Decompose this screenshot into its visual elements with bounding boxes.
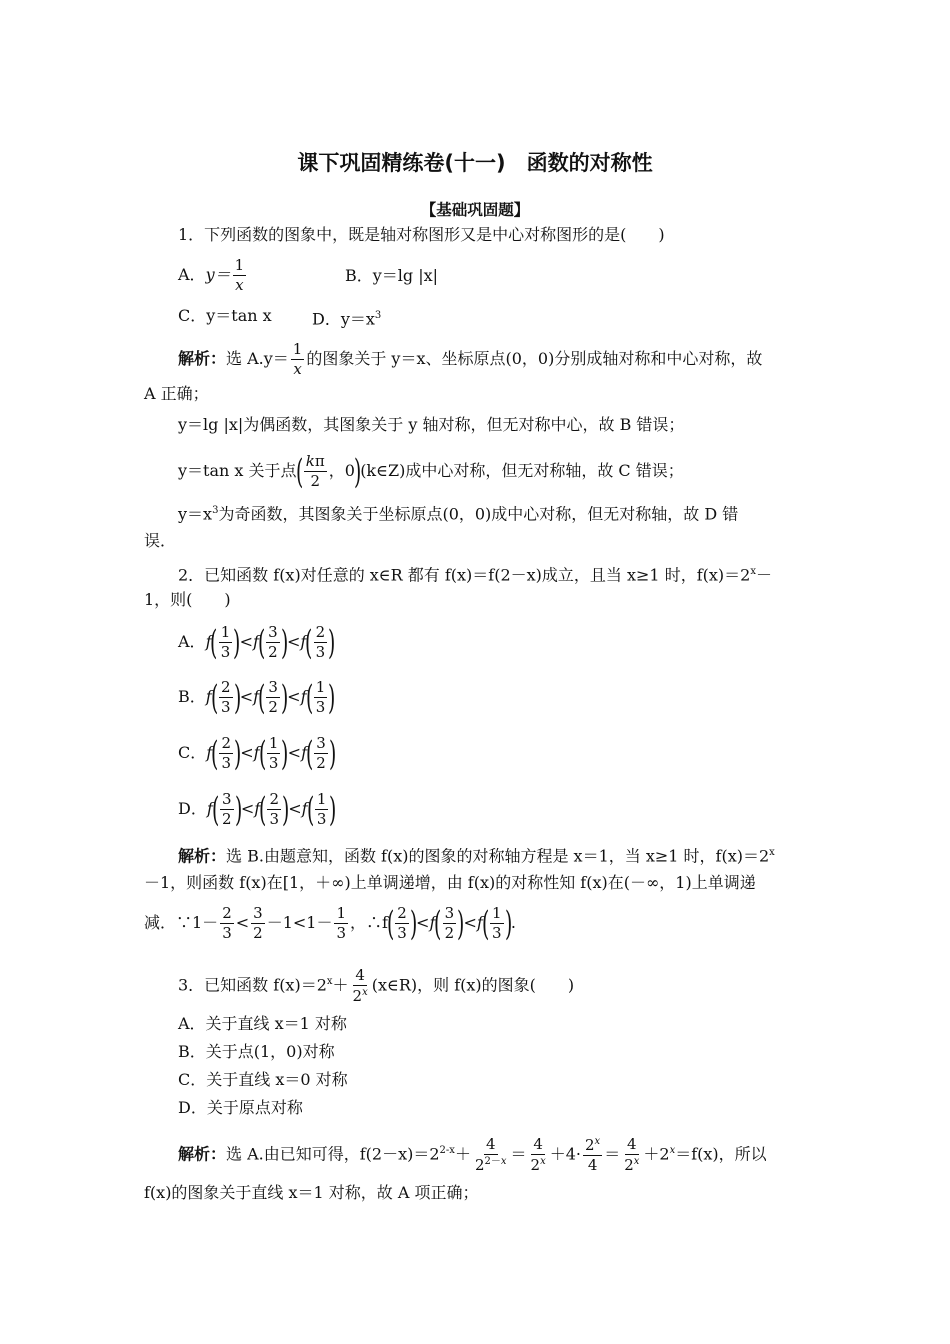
numerator: 2 (315, 623, 326, 641)
function-f: f (205, 632, 212, 651)
fraction: $\frac{2}{3}$ (397, 904, 407, 942)
denominator: 3 (315, 643, 326, 661)
numerator: 1 (315, 678, 326, 696)
less-than: < (239, 687, 254, 706)
less-than: < (240, 743, 254, 762)
fraction (266, 625, 280, 660)
right-paren: ) (328, 677, 336, 718)
numerator: 2 (220, 678, 231, 696)
q2-option-c (178, 733, 337, 774)
q3-option-c: C．关于直线 x＝0 对称 (178, 1070, 348, 1089)
left-paren: ( (211, 733, 219, 774)
fraction (266, 680, 280, 715)
fraction: $\frac{k\pi}{2}$ (305, 452, 325, 490)
left-paren: ( (211, 789, 220, 830)
left-paren: ( (257, 622, 266, 663)
q3-option-b: B．关于点(1，0)对称 (178, 1042, 335, 1061)
q1-solution-line-1: 解析：选 A.y＝ $\frac{1}{x}$ 的图象关于 y＝x、坐标原点(0，0)分别成轴对称和中心对称，故 (178, 340, 763, 378)
numerator: 1 (268, 734, 279, 752)
q1-option-c: C．y＝tan x (178, 306, 272, 325)
function-f: f (252, 632, 259, 651)
denominator: 2 (268, 643, 278, 661)
left-paren: ( (305, 733, 314, 774)
option-label: B． (178, 687, 206, 706)
right-paren: ) (328, 622, 336, 663)
right-paren: ) (233, 733, 242, 774)
less-than: < (239, 632, 253, 651)
fraction (314, 625, 328, 660)
q1-solution-line-2: A 正确； (144, 384, 209, 403)
function-f: f (206, 799, 213, 818)
left-paren: ( (210, 677, 218, 718)
right-paren: ) (233, 622, 241, 663)
q2-option-d (178, 789, 337, 830)
q3-option-d: D．关于原点对称 (178, 1098, 303, 1117)
numerator: 2 (269, 790, 279, 808)
fraction: $\frac{3}{2}$ (444, 904, 455, 942)
denominator: 3 (220, 643, 231, 661)
q3-solution-line-2: f(x)的图象关于直线 x＝1 对称，故 A 项正确； (144, 1183, 479, 1202)
q2-stem-line-1: 2．已知函数 f(x)对任意的 x∈R 都有 f(x)＝f(2－x)成立，且当 x≥1 时，$f(x)=2^x-$ (178, 565, 772, 585)
q3-option-a: A．关于直线 x＝1 对称 (178, 1014, 347, 1033)
fraction: $\frac{2^x}{4}$ (585, 1136, 601, 1174)
numerator: 3 (268, 678, 278, 696)
function-f: f (253, 743, 260, 762)
q1-solution-line-5: $y=x^3$为奇函数，其图象关于坐标原点(0，0)成中心对称，但无对称轴，故 D 错 (178, 504, 739, 524)
fraction: $\frac{4}{2^x}$ (624, 1135, 640, 1174)
less-than: < (288, 799, 302, 818)
function-f: f (300, 632, 307, 651)
function-f: f (301, 799, 308, 818)
denominator: 2 (268, 698, 278, 716)
page-title: 课下巩固精练卷(十一) 函数的对称性 (297, 151, 653, 175)
q3-stem: 3．已知函数 $f(x)=2^x+$ $\frac{4}{2^x}$ (x∈R)，则 f(x)的图象( ) (178, 966, 575, 1005)
fraction: $\frac{4}{2^{2-x}}$ (474, 1135, 507, 1174)
denominator: 3 (221, 754, 231, 772)
numerator: 1 (316, 790, 327, 808)
fraction: $\frac{1}{3}$ (336, 904, 347, 942)
denominator: 3 (315, 698, 326, 716)
q2-solution-line-1: 解析：选 B.由题意知，函数 f(x)的图象的对称轴方程是 x＝1，当 x≥1 时，$f(x)=2^x$ (178, 846, 775, 866)
left-paren: ( (259, 789, 267, 830)
right-paren: ) (233, 677, 241, 718)
fraction (267, 736, 281, 771)
q3-solution-line-1: 解析：选 A.由已知可得，$f(2-x)=2^{2-x}+$ $\frac{4}{2^{2-x}}$ ＝ $\frac{4}{2^x}$ ＋4· $\frac{2^x}{4}$ ＝ $\frac{4}{2^x}$ $+2^x=f(x)$，所以 (178, 1135, 767, 1174)
less-than: < (286, 632, 301, 651)
function-f: f (205, 687, 212, 706)
function-f: f (254, 799, 261, 818)
fraction (219, 680, 233, 715)
denominator: 3 (316, 810, 327, 828)
denominator: 2 (222, 810, 232, 828)
right-paren: ) (281, 733, 289, 774)
denominator: 3 (268, 754, 279, 772)
q1-solution-line-6: 误． (144, 531, 177, 550)
q2-option-b (178, 677, 336, 718)
less-than: < (240, 799, 255, 818)
fraction: $\frac{1}{x}$ (234, 256, 245, 294)
right-paren: ) (234, 789, 242, 830)
right-paren: ) (281, 789, 290, 830)
fraction (219, 736, 233, 771)
right-paren: ) (329, 789, 337, 830)
fraction: $\frac{4}{2^x}$ (530, 1135, 546, 1174)
right-paren: ) (280, 677, 289, 718)
q1-solution-line-4: y＝tan x 关于点( $\frac{k\pi}{2}$ ，0)(k∈Z)成中心对称，但无对称轴，故 C 错误； (178, 451, 684, 492)
fraction: $\frac{1}{3}$ (492, 904, 502, 942)
fraction: $\frac{1}{x}$ (292, 340, 303, 378)
q2-solution-line-2: －1，则函数 f(x)在[1，＋∞)上单调递增，由 f(x)的对称性知 f(x)在(－∞，1)上单调递 (144, 873, 756, 892)
q1-option-a: A．y＝ $\frac{1}{x}$ (178, 256, 245, 294)
numerator: 1 (220, 623, 231, 641)
function-f: f (301, 743, 307, 762)
left-paren: ( (258, 733, 266, 774)
q2-solution-line-3: 减．∵1－ $\frac{2}{3}$ < $\frac{3}{2}$ －1<1－ $\frac{1}{3}$ ，∴f( $\frac{2}{3}$ )<f( $\frac{3}{2}$ )<f( $\frac{1}{3}$ ). (144, 903, 516, 944)
function-f: f (206, 743, 213, 762)
fraction (267, 792, 281, 827)
q1-solution-line-3: y＝lg |x|为偶函数，其图象关于 y 轴对称，但无对称中心，故 B 错误； (178, 415, 685, 434)
denominator: 3 (269, 810, 279, 828)
denominator: 2 (316, 754, 326, 772)
fraction (314, 680, 328, 715)
section-heading: 【基础巩固题】 (420, 201, 530, 219)
numerator: 3 (316, 734, 326, 752)
fraction: $\frac{2}{3}$ (222, 904, 232, 942)
fraction (315, 792, 329, 827)
function-f: f (253, 687, 260, 706)
less-than: < (287, 687, 301, 706)
option-label: C． (178, 743, 207, 762)
left-paren: ( (210, 622, 218, 663)
denominator: 3 (220, 698, 231, 716)
less-than: < (287, 743, 302, 762)
numerator: 3 (222, 790, 232, 808)
q1-stem: 1．下列函数的图象中，既是轴对称图形又是中心对称图形的是( ) (178, 225, 665, 244)
left-paren: ( (258, 677, 266, 718)
numerator: 3 (268, 623, 278, 641)
fraction: $\frac{3}{2}$ (253, 904, 263, 942)
fraction (220, 792, 234, 827)
q1-option-b: B．y＝lg |x| (345, 266, 439, 285)
option-label: D． (178, 799, 207, 818)
q1-option-d: D．$y=x^3$ (312, 309, 382, 329)
q2-stem-line-2: 1，则( ) (144, 590, 231, 609)
function-f: f (300, 687, 307, 706)
right-paren: ) (328, 733, 337, 774)
q2-option-a (178, 622, 336, 663)
left-paren: ( (305, 622, 313, 663)
fraction (314, 736, 328, 771)
option-label: A． (178, 632, 206, 651)
fraction: $\frac{4}{2^x}$ (352, 966, 368, 1005)
left-paren: ( (306, 789, 314, 830)
right-paren: ) (280, 622, 288, 663)
left-paren: ( (305, 677, 313, 718)
fraction (219, 625, 233, 660)
numerator: 2 (221, 734, 231, 752)
